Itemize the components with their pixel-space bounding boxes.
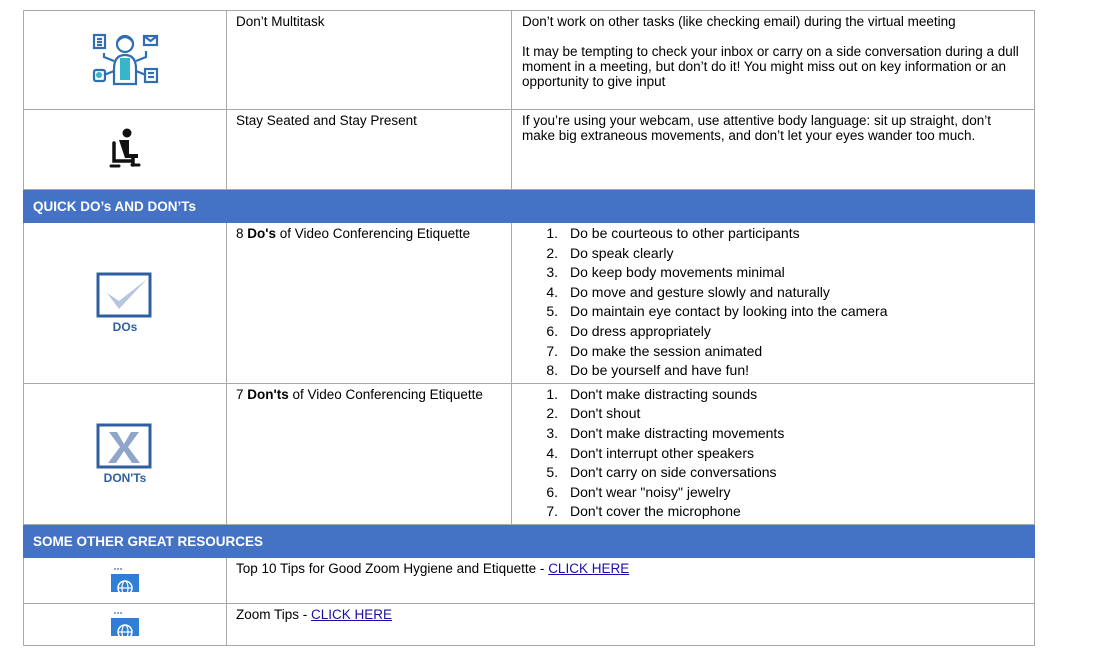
resource-1-cell — [227, 557, 1035, 603]
row-resource-2 — [24, 603, 1035, 645]
multitask-title: Don’t Multitask — [236, 14, 325, 29]
seated-title: Stay Seated and Stay Present — [236, 113, 417, 128]
donts-list — [522, 387, 1024, 524]
dos-icon-cell — [24, 223, 227, 384]
section-header-quick — [24, 190, 1035, 223]
list-item: 5. Don't carry on side conversations — [546, 464, 777, 481]
dos-list-cell — [512, 223, 1035, 384]
multitask-title-cell — [227, 11, 512, 110]
x-box-icon — [95, 422, 155, 470]
row-donts — [24, 383, 1035, 524]
resource-2-link[interactable]: CLICK HERE — [311, 606, 393, 622]
resource-2-icon-cell — [24, 603, 227, 645]
checkmark-box-icon — [95, 271, 155, 319]
resource-1-icon-cell — [24, 557, 227, 603]
resource-2-text: Zoom Tips - — [236, 606, 312, 622]
list-item: 8. Do be yourself and have fun! — [546, 362, 750, 379]
multitask-desc-1: Don’t work on other tasks (like checking email) during the virtual meeting — [522, 14, 956, 29]
resource-2-cell — [227, 603, 1035, 645]
donts-title-cell — [227, 383, 512, 524]
multitask-desc-cell — [512, 11, 1035, 110]
list-item: 5. Do maintain eye contact by looking into the camera — [546, 303, 888, 320]
dos-list — [522, 226, 1024, 383]
list-item: 7. Do make the session animated — [546, 342, 763, 359]
dos-title-bold: Do's — [247, 226, 276, 241]
row-multitask — [24, 11, 1035, 110]
row-dos — [24, 223, 1035, 384]
section-header-resources — [24, 524, 1035, 557]
donts-title-bold: Don'ts — [247, 386, 289, 402]
section-title-quick: QUICK DO’s AND DON’Ts — [24, 190, 1035, 223]
dos-title-cell — [227, 223, 512, 384]
multitask-desc-2: It may be tempting to check your inbox or carry on a side conversation during a dull moment in a meeting, but don’t do it! You might miss out on key information or an opportunity to give input — [522, 44, 1019, 89]
section-title-resources: SOME OTHER GREAT RESOURCES — [24, 524, 1035, 557]
donts-title-suffix: of Video Conferencing Etiquette — [288, 386, 483, 402]
web-browser-icon — [108, 608, 142, 638]
list-item: 3. Do keep body movements minimal — [546, 264, 785, 281]
list-item: 7. Don't cover the microphone — [546, 503, 741, 520]
donts-title-prefix: 7 — [236, 386, 248, 402]
donts-icon-label: DON'Ts — [103, 470, 147, 485]
list-item: 3. Don't make distracting movements — [546, 424, 785, 441]
seated-desc-cell — [512, 110, 1035, 190]
list-item: 6. Don't wear "noisy" jewelry — [546, 483, 731, 500]
multitask-icon-cell — [24, 11, 227, 110]
resource-1-text: Top 10 Tips for Good Zoom Hygiene and Etiquette - — [236, 560, 549, 576]
dos-title-prefix: 8 — [236, 226, 248, 241]
multitasking-person-icon — [90, 29, 160, 89]
dos-icon-label: DOs — [112, 319, 138, 334]
donts-icon-cell — [24, 383, 227, 524]
donts-list-cell — [512, 383, 1035, 524]
list-item: 6. Do dress appropriately — [546, 322, 711, 339]
resource-1-link[interactable]: CLICK HERE — [548, 560, 630, 576]
list-item: 1. Do be courteous to other participants — [546, 225, 800, 241]
seated-icon-cell — [24, 110, 227, 190]
etiquette-table — [23, 10, 1035, 646]
web-browser-icon — [108, 564, 142, 594]
row-seated — [24, 110, 1035, 190]
seated-person-icon — [105, 127, 145, 169]
seated-title-cell — [227, 110, 512, 190]
list-item: 4. Do move and gesture slowly and naturally — [546, 283, 830, 300]
list-item: 2. Do speak clearly — [546, 244, 674, 261]
row-resource-1 — [24, 557, 1035, 603]
list-item: 1. Don't make distracting sounds — [546, 385, 758, 402]
list-item: 2. Don't shout — [546, 405, 641, 422]
dos-title-suffix: of Video Conferencing Etiquette — [275, 226, 471, 241]
seated-desc: If you’re using your webcam, use attentive body language: sit up straight, don’t make big extraneous movements, and don’t let your eyes wander too much. — [522, 113, 992, 143]
list-item: 4. Don't interrupt other speakers — [546, 444, 754, 461]
